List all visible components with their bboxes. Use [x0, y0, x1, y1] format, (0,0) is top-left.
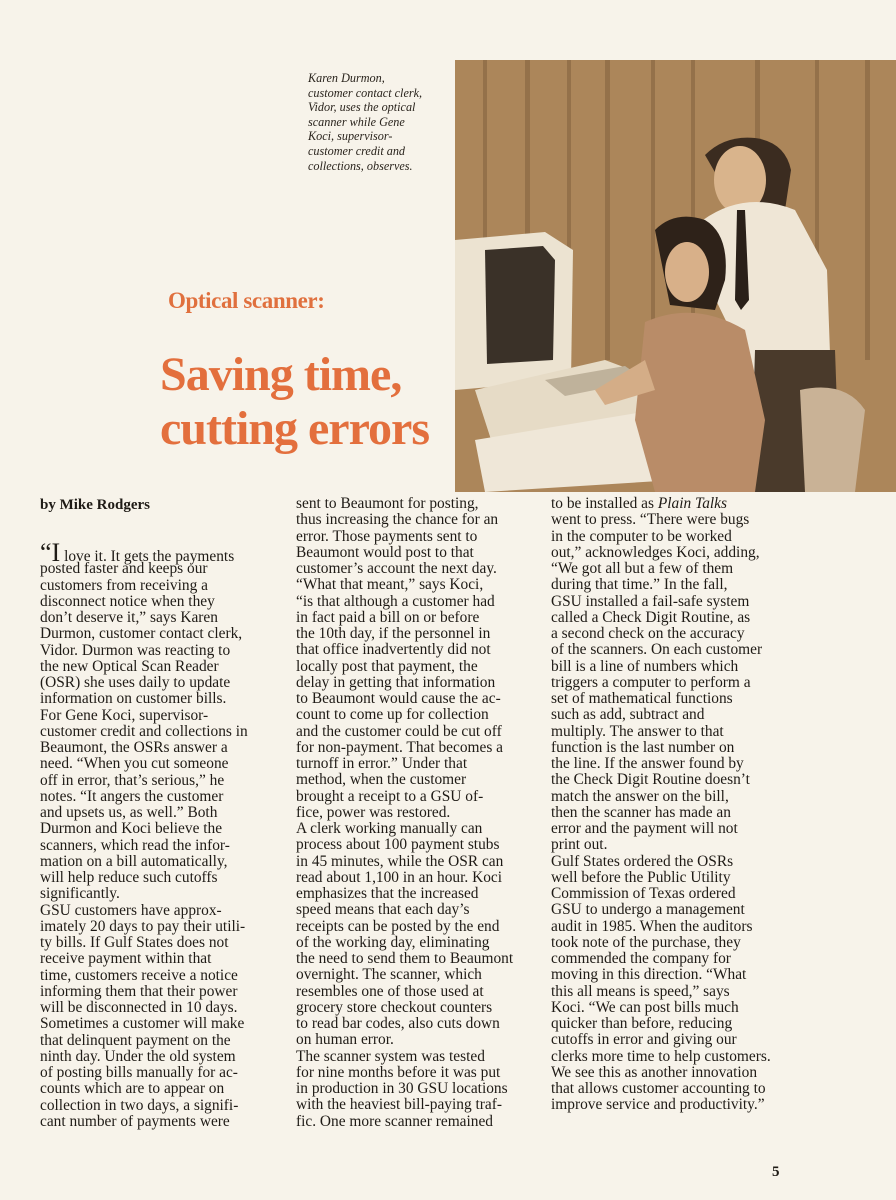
text-line: of the scanners. On each customer: [551, 641, 763, 659]
text-line: collection in two days, a signifi-: [40, 1096, 239, 1114]
text-line: disconnect notice when they: [40, 592, 215, 610]
text-line: error and the payment will not: [551, 820, 738, 837]
text-line: the need to send them to Beaumont: [296, 950, 514, 967]
text-line: process about 100 payment stubs: [296, 836, 500, 854]
text-line: significantly.: [40, 885, 120, 903]
text-line: error. Those payments sent to: [296, 527, 478, 545]
text-line: overnight. The scanner, which: [296, 966, 482, 984]
article-column-2: [296, 496, 513, 1130]
text-line: GSU customers have approx-: [40, 901, 222, 919]
kicker-title: Optical scanner:: [168, 288, 325, 313]
text-line: the line. If the answer found by: [551, 755, 744, 772]
text-line: this all means is speed,” says: [551, 982, 730, 1000]
text-line: function is the last number on: [551, 738, 735, 756]
text-line: imately 20 days to pay their utili-: [40, 917, 246, 935]
article-column-3: [551, 496, 771, 1114]
text-line: informing them that their power: [40, 982, 238, 1000]
text-line: Durmon, customer contact clerk,: [40, 625, 243, 643]
text-line: brought a receipt to a GSU of-: [296, 787, 484, 805]
text-line: Vidor. Durmon was reacting to: [40, 641, 231, 659]
caption-line: customer contact clerk,: [308, 85, 423, 100]
text-line: set of mathematical functions: [551, 690, 733, 707]
text-line: GSU to undergo a management: [551, 901, 745, 919]
text-line: cant number of payments were: [40, 1112, 230, 1130]
text-line: turnoff in error.” Under that: [296, 755, 468, 772]
text-line: need. “When you cut someone: [40, 755, 229, 773]
text-line: sent to Beaumont for posting,: [296, 495, 479, 512]
text-line: mation on a bill automatically,: [40, 852, 228, 870]
text-line: then the scanner has made an: [551, 803, 731, 821]
text-line: For Gene Koci, supervisor-: [40, 706, 209, 724]
text-line: method, when the customer: [296, 771, 467, 789]
text-line: We see this as another innovation: [551, 1063, 758, 1081]
headline-line-2: cutting errors: [160, 402, 430, 455]
text-line: don’t deserve it,” says Karen: [40, 609, 218, 626]
publication-title: Plain Talks: [657, 495, 727, 512]
text-line: locally post that payment, the: [296, 657, 478, 675]
caption-line: scanner while Gene: [308, 114, 405, 129]
text-line: receive payment within that: [40, 950, 212, 968]
text-line: took note of the purchase, they: [551, 933, 741, 951]
text-line: fice, power was restored.: [296, 803, 451, 821]
text-line: [40, 538, 248, 567]
text-line: that delinquent payment on the: [40, 1031, 231, 1049]
text-line: in production in 30 GSU locations: [296, 1080, 508, 1097]
text-line: information on customer bills.: [40, 690, 227, 708]
text-line: off in error, that’s serious,” he: [40, 771, 225, 789]
text-line: in the computer to be worked: [551, 527, 732, 545]
text-line: bill is a line of numbers which: [551, 657, 739, 675]
text-line: audit in 1985. When the auditors: [551, 917, 753, 935]
text-line: for nine months before it was put: [296, 1063, 501, 1081]
text-line: customer’s account the next day.: [296, 560, 497, 577]
byline: by Mike Rodgers: [40, 497, 150, 513]
caption-line: Koci, supervisor-: [308, 129, 393, 144]
text-line: that allows customer accounting to: [551, 1080, 766, 1097]
text-line: the 10th day, if the personnel in: [296, 625, 491, 642]
text-line: (OSR) she uses daily to update: [40, 674, 231, 691]
text-line: on human error.: [296, 1031, 394, 1049]
headline: [160, 348, 450, 456]
text-line: out,” acknowledges Koci, adding,: [551, 543, 760, 561]
text-line: count to come up for collection: [296, 706, 489, 724]
text-line: in fact paid a bill on or before: [296, 608, 480, 626]
text-line: fic. One more scanner remained: [296, 1112, 493, 1130]
text-line: posted faster and keeps our: [40, 560, 208, 578]
text-line: multiply. The answer to that: [551, 722, 724, 740]
text-line: grocery store checkout counters: [296, 998, 493, 1016]
text-line: receipts can be posted by the end: [296, 917, 500, 935]
text-line: will be disconnected in 10 days.: [40, 999, 238, 1016]
text-line: counts which are to appear on: [40, 1080, 225, 1098]
text-line: delay in getting that information: [296, 673, 496, 691]
page-number: 5: [772, 1164, 780, 1180]
text-line: print out.: [551, 836, 608, 854]
article-column-1: [40, 538, 248, 1130]
column-lines: [551, 512, 771, 1113]
text-line: “What that meant,” says Koci,: [296, 576, 484, 594]
text-line: Durmon and Koci believe the: [40, 820, 223, 838]
text-line: GSU installed a fail-safe system: [551, 592, 750, 610]
text-line: scanners, which read the infor-: [40, 836, 230, 854]
text-line: moving in this direction. “What: [551, 966, 747, 984]
text-line: of posting bills manually for ac-: [40, 1064, 238, 1081]
text-line: and upsets us, as well.” Both: [40, 804, 218, 821]
column-lines: [296, 496, 513, 1130]
text-line-prefix: to be installed as: [551, 495, 658, 512]
text-line: resembles one of those used at: [296, 982, 484, 1000]
text-line: speed means that each day’s: [296, 901, 470, 919]
text-line: customer credit and collections in: [40, 722, 248, 740]
text-line: with the heaviest bill-paying traf-: [296, 1096, 503, 1114]
text-line: during that time.” In the fall,: [551, 576, 728, 594]
text-line: The scanner system was tested: [296, 1047, 485, 1065]
text-line: customers from receiving a: [40, 576, 208, 594]
text-line: time, customers receive a notice: [40, 966, 238, 984]
text-line: a second check on the accuracy: [551, 625, 745, 642]
caption-line: Karen Durmon,: [308, 71, 385, 85]
text-line: “is that although a customer had: [296, 592, 495, 610]
text-line: the new Optical Scan Reader: [40, 657, 219, 675]
text-line: commended the company for: [551, 950, 731, 967]
text-line: A clerk working manually can: [296, 820, 483, 837]
text-line: to Beaumont would cause the ac-: [296, 690, 501, 707]
column-lines: [40, 561, 248, 1130]
text-line: ty bills. If Gulf States does not: [40, 934, 229, 951]
text-line: went to press. “There were bugs: [551, 511, 750, 529]
text-line: called a Check Digit Routine, as: [551, 608, 751, 626]
text-line: the Check Digit Routine doesn’t: [551, 771, 750, 789]
photo-icon: [455, 60, 896, 492]
text-line-rest: love it. It gets the payments: [64, 548, 235, 565]
text-line: improve service and productivity.”: [551, 1096, 765, 1114]
text-line: for non-payment. That becomes a: [296, 738, 503, 756]
text-line: “We got all but a few of them: [551, 560, 734, 577]
text-line: read about 1,100 in an hour. Koci: [296, 868, 503, 886]
drop-cap: “I: [40, 538, 61, 567]
text-line: and the customer could be cut off: [296, 722, 502, 740]
text-line: [551, 496, 771, 512]
text-line: that office inadvertently did not: [296, 641, 491, 659]
text-line: match the answer on the bill,: [551, 787, 729, 805]
text-line: Commission of Texas ordered: [551, 885, 736, 902]
text-line: of the working day, eliminating: [296, 933, 490, 951]
headline-line-1: Saving time,: [160, 348, 402, 401]
text-line: emphasizes that the increased: [296, 885, 479, 902]
text-line: well before the Public Utility: [551, 868, 731, 886]
caption-line: Vidor, uses the optical: [308, 100, 416, 115]
caption-line: customer credit and: [308, 143, 406, 158]
text-line: will help reduce such cutoffs: [40, 869, 218, 886]
text-line: Gulf States ordered the OSRs: [551, 852, 734, 870]
text-line: Beaumont, the OSRs answer a: [40, 739, 228, 756]
text-line: triggers a computer to perform a: [551, 673, 751, 691]
caption-line: collections, observes.: [308, 158, 413, 173]
text-line: in 45 minutes, while the OSR can: [296, 852, 504, 870]
text-line: to read bar codes, also cuts down: [296, 1015, 500, 1032]
text-line: cutoffs in error and giving our: [551, 1031, 737, 1049]
article-photo: [455, 60, 896, 492]
text-line: Koci. “We can post bills much: [551, 998, 739, 1016]
text-line: such as add, subtract and: [551, 706, 705, 724]
text-line: ninth day. Under the old system: [40, 1047, 236, 1065]
text-line: quicker than before, reducing: [551, 1015, 733, 1032]
photo-caption: [308, 71, 450, 173]
text-line: clerks more time to help customers.: [551, 1047, 771, 1065]
text-line: Beaumont would post to that: [296, 543, 474, 561]
text-line: thus increasing the chance for an: [296, 511, 499, 529]
text-line: Sometimes a customer will make: [40, 1015, 245, 1033]
text-line: notes. “It angers the customer: [40, 787, 224, 805]
